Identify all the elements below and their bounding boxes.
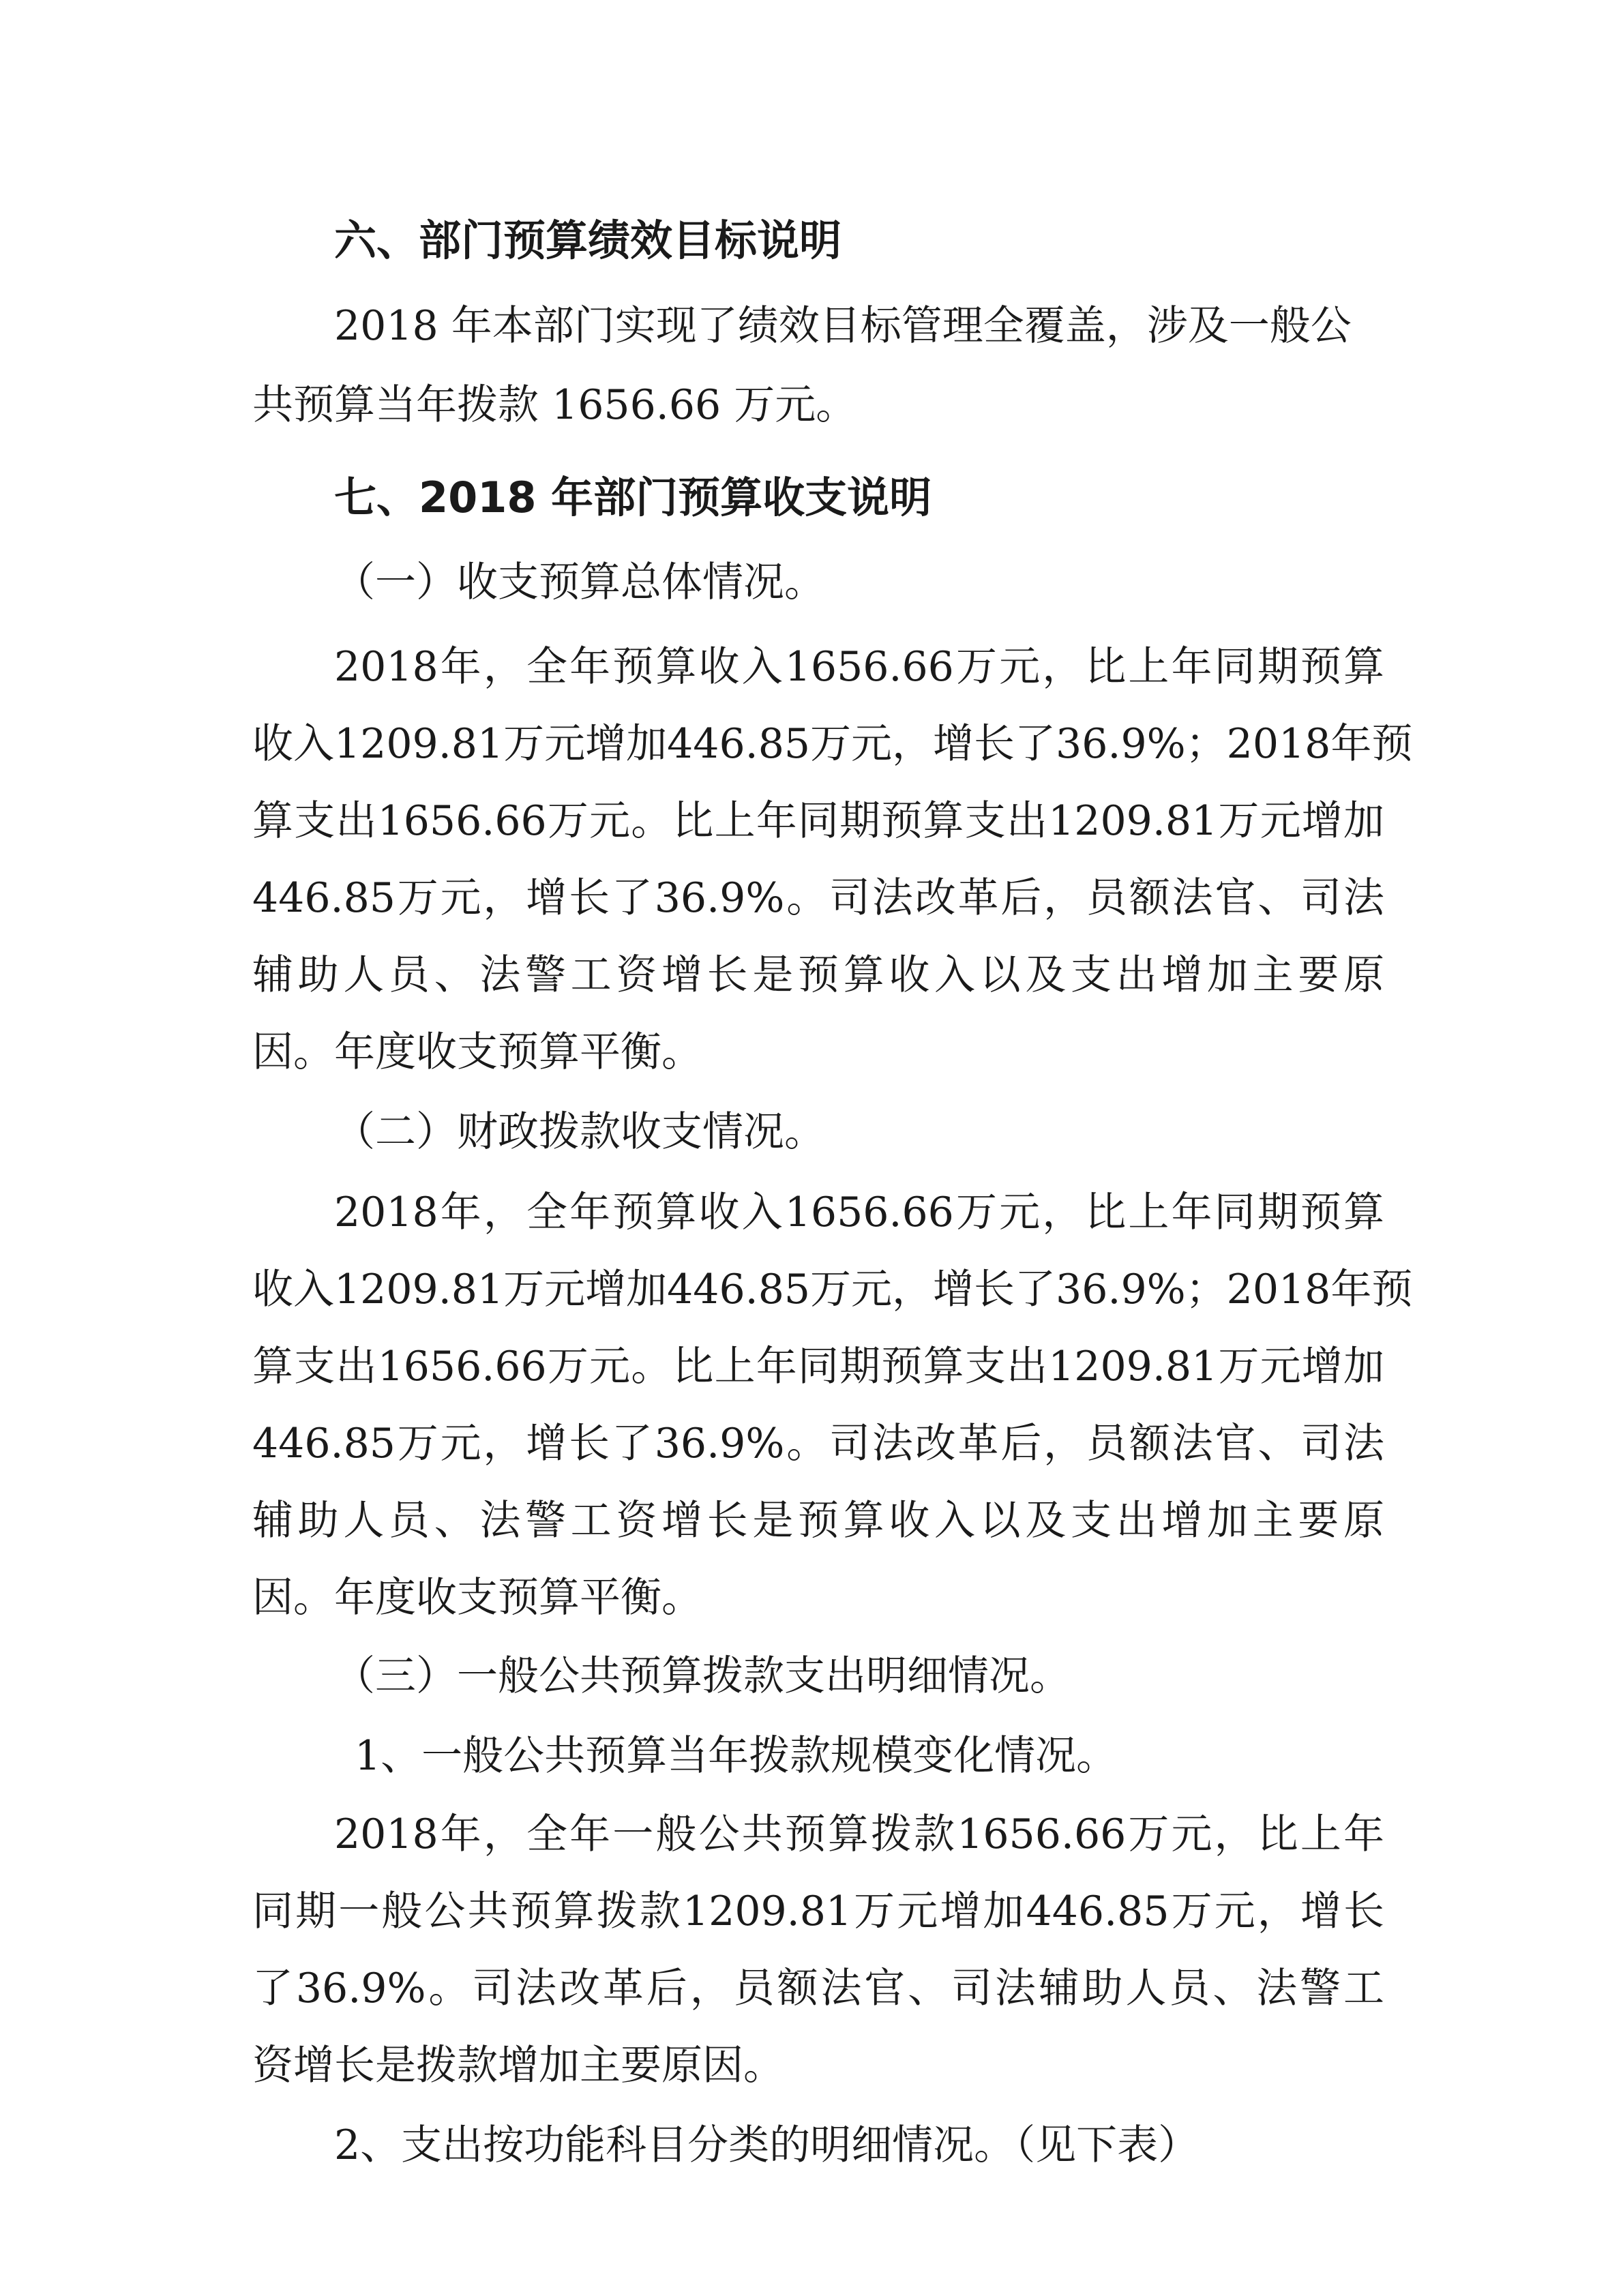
paragraph-line: 辅助人员、法警工资增长是预算收入以及支出增加主要原 [252, 1497, 1384, 1545]
paragraph-line: 收入1209.81万元增加446.85万元，增长了36.9%；2018年预 [252, 1266, 1413, 1313]
paragraph-line: 收入1209.81万元增加446.85万元，增长了36.9%；2018年预 [252, 720, 1413, 768]
paragraph-line: 同期一般公共预算拨款1209.81万元增加446.85万元，增长 [252, 1888, 1384, 1935]
item-1-title: 1、一般公共预算当年拨款规模变化情况。 [355, 1732, 1118, 1780]
paragraph-line: 2018年，全年预算收入1656.66万元，比上年同期预算 [334, 1189, 1384, 1236]
section-7-title: 七、2018 年部门预算收支说明 [334, 473, 932, 522]
paragraph-line: 算支出1656.66万元。比上年同期预算支出1209.81万元增加 [252, 797, 1384, 845]
section-6-paragraph-line: 2018 年本部门实现了绩效目标管理全覆盖，涉及一般公 [334, 302, 1352, 350]
paragraph-line: 446.85万元，增长了36.9%。司法改革后，员额法官、司法 [252, 1420, 1384, 1467]
paragraph-line: 446.85万元，增长了36.9%。司法改革后，员额法官、司法 [252, 874, 1384, 922]
paragraph-line: 因。年度收支预算平衡。 [252, 1574, 702, 1622]
paragraph-line: 资增长是拨款增加主要原因。 [252, 2042, 784, 2089]
paragraph-line: 辅助人员、法警工资增长是预算收入以及支出增加主要原 [252, 951, 1384, 999]
subsection-1-title: （一）收支预算总体情况。 [334, 558, 825, 606]
paragraph-line: 算支出1656.66万元。比上年同期预算支出1209.81万元增加 [252, 1343, 1384, 1390]
paragraph-line: 了36.9%。司法改革后，员额法官、司法辅助人员、法警工 [252, 1965, 1384, 2012]
item-2-title: 2、支出按功能科目分类的明细情况。（见下表） [334, 2121, 1200, 2169]
section-6-title: 六、部门预算绩效目标说明 [334, 215, 842, 265]
paragraph-line: 2018年，全年一般公共预算拨款1656.66万元，比上年 [334, 1810, 1384, 1858]
paragraph-line: 2018年，全年预算收入1656.66万元，比上年同期预算 [334, 643, 1384, 691]
section-6-paragraph-line: 共预算当年拨款 1656.66 万元。 [252, 381, 857, 429]
paragraph-line: 因。年度收支预算平衡。 [252, 1028, 702, 1076]
subsection-2-title: （二）财政拨款收支情况。 [334, 1108, 825, 1156]
subsection-3-title: （三）一般公共预算拨款支出明细情况。 [334, 1652, 1071, 1700]
